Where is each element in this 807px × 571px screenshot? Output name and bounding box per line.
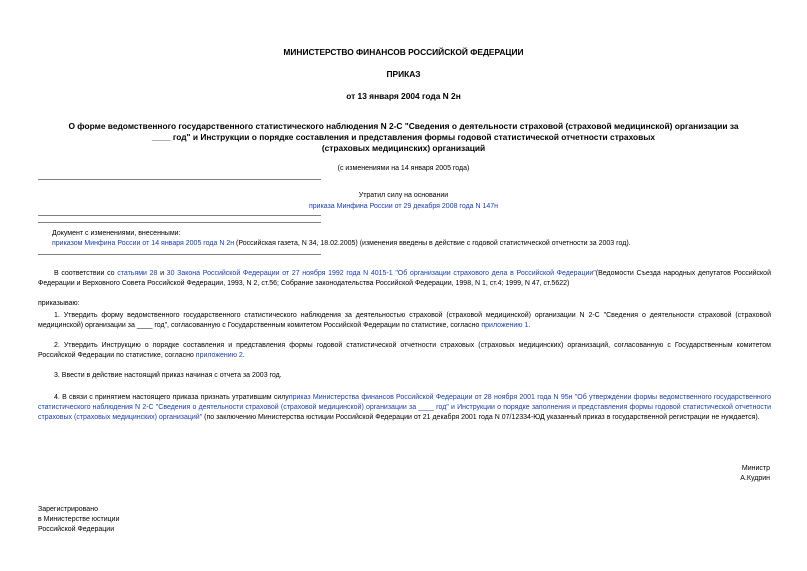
item-text: 3. Ввести в действие настоящий приказ начиная с отчета за 2003 год. (54, 372, 282, 379)
order-item-3 (38, 371, 771, 381)
order-word: приказываю: (38, 300, 80, 307)
law-4015-1-link[interactable]: 30 Закона Российской Федерации от 27 ноября 1992 года N 4015-1 "Об организации страхового дела в Российской Федерации" (166, 270, 596, 277)
item-text: 2. Утвердить Инструкцию о порядке составления и представления формы годовой статистической отчетности страховых (страховых медицинских) организаций, согласованную с Государственным комитетом Российской Федерации по статистике, согласно (38, 342, 771, 359)
order-95n-link[interactable]: приказ Министерства финансов Российской Федерации от 28 ноября 2001 года N 95н "Об утверждении формы ведомственного государственного статистического наблюдения N 2-С "Сведения о деятельности страховой (страховой медицинской) организации за ____ год" и Инструкции о порядке заполнения и представления формы годовой статистической отчетности страховых (страховых медицинских) организаций" (38, 394, 771, 421)
item-text: 1. Утвердить форму ведомственного государственного статистического наблюдения за деятельностью страховой (страховой медицинской) организации N 2-С "Сведения о деятельности страховой (страховой медицинской) организации за ____ год", согласованную с Государственным комитетом Российской Федерации по статистике, согласно (38, 312, 771, 329)
order-item-1 (38, 311, 771, 331)
preamble-paragraph (38, 269, 771, 289)
law-article-28-link[interactable]: статьями 28 (117, 270, 158, 277)
amendment-line (52, 239, 792, 249)
registration-line-2: в Министерстве юстиции (38, 516, 120, 523)
minister-title: Министр (741, 465, 770, 472)
appendix-2-link[interactable]: приложению 2 (195, 352, 243, 359)
appendix-1-link[interactable]: приложению 1 (481, 322, 529, 329)
expired-note: Утратил силу на основании (358, 192, 449, 199)
amendment-link[interactable]: приказом Минфина России от 14 января 2005 года N 2н (52, 240, 235, 247)
divider (38, 179, 321, 180)
divider (38, 215, 321, 216)
title-line-3: (страховых медицинских) организаций (321, 143, 486, 153)
item-text-end: (по заключению Министерства юстиции Российской Федерации от 21 декабря 2001 года N 07/12334-ЮД указанный приказ в государственной регистрации не нуждается). (202, 414, 760, 421)
ministry-heading: МИНИСТЕРСТВО ФИНАНСОВ РОССИЙСКОЙ ФЕДЕРАЦИИ (283, 47, 524, 57)
title-line-1: О форме ведомственного государственного статистического наблюдения N 2-С "Сведения о деятельности страховой (страховой медицинской) организации за (68, 121, 739, 131)
revision-note: (с изменениями на 14 января 2005 года) (337, 165, 470, 172)
amendment-details: (Российская газета, N 34, 18.02.2005) (изменения введены в действие с годовой статистической отчетности за 2003 год). (234, 240, 631, 247)
date-number-heading: от 13 января 2004 года N 2н (346, 91, 461, 101)
registration-line-1: Зарегистрировано (38, 506, 98, 513)
title-line-2: ____ год" и Инструкции о порядке составления и представления формы годовой статистической отчетности страховых (151, 132, 656, 142)
divider (38, 254, 321, 255)
item-text: 4. В связи с принятием настоящего приказа признать утратившим силу (54, 394, 289, 401)
preamble-text: (Ведомости Съезда народных депутатов Российской Федерации и Верховного Совета Российской Федерации, 1993, N 2, ст.56; Собрание законодательства Российской Федерации, 1998, N 1, ст.4; 1999, N 47, ст.5622) (38, 270, 771, 287)
item-text-end: . (528, 322, 531, 329)
registration-line-3: Российской Федерации (38, 526, 115, 533)
minister-name: А.Кудрин (740, 475, 770, 482)
amendment-label: Документ с изменениями, внесенными: (52, 230, 181, 237)
expired-link[interactable]: приказа Минфина России от 29 декабря 2008 года N 147н (308, 203, 499, 210)
preamble-text: и (157, 270, 167, 277)
order-item-4 (38, 393, 771, 423)
order-item-2 (38, 341, 771, 361)
item-text-end: . (242, 352, 245, 359)
signature-block (740, 464, 770, 484)
document-title (20, 121, 787, 154)
registration-block (38, 505, 119, 535)
doc-type-heading: ПРИКАЗ (386, 69, 421, 79)
preamble-text: В соответствии со (54, 270, 118, 277)
divider (38, 222, 321, 223)
